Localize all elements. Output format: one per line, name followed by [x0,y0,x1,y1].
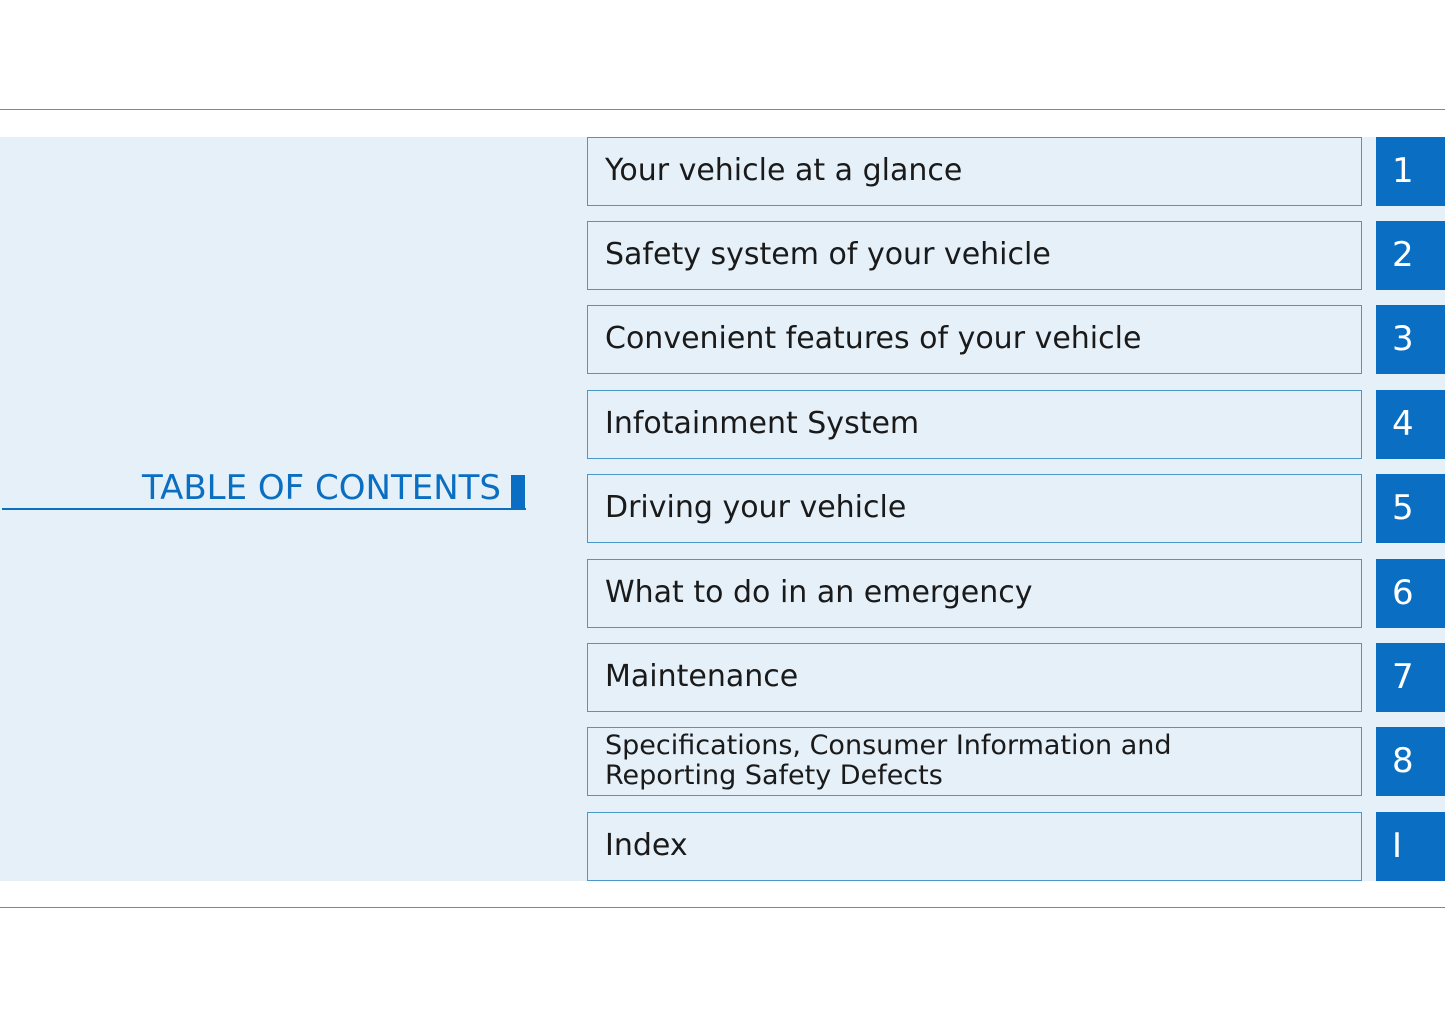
chapter-title: Specifications, Consumer Information and Reporting Safety Defects [605,729,1172,791]
toc-heading-marker [511,475,525,510]
chapter-entry-2[interactable] [587,221,1445,290]
chapter-entry-4[interactable] [587,390,1445,459]
chapter-entry-1[interactable] [587,137,1445,206]
chapter-entry-5[interactable] [587,474,1445,543]
chapter-number-tab[interactable]: 5 [1376,474,1445,543]
chapter-title: What to do in an emergency [605,574,1033,610]
chapter-title: Safety system of your vehicle [605,236,1051,272]
chapter-entry-3[interactable] [587,305,1445,374]
chapter-title: Maintenance [605,658,799,694]
chapter-number-tab[interactable]: 3 [1376,305,1445,374]
chapter-entry-6[interactable] [587,559,1445,628]
top-rule [0,109,1445,110]
chapter-number-tab[interactable]: 2 [1376,221,1445,290]
chapter-number-tab[interactable]: 7 [1376,643,1445,712]
chapter-number-tab[interactable]: I [1376,812,1445,881]
chapter-title: Infotainment System [605,405,920,441]
toc-heading [0,466,526,510]
chapter-entry-8[interactable] [587,727,1445,796]
toc-heading-underline [2,508,526,510]
chapter-number-tab[interactable]: 8 [1376,727,1445,796]
chapter-number-tab[interactable]: 1 [1376,137,1445,206]
chapter-number-tab[interactable]: 4 [1376,390,1445,459]
chapter-entry-index[interactable] [587,812,1445,881]
chapter-title: Convenient features of your vehicle [605,320,1142,356]
bottom-rule [0,907,1445,908]
chapter-title: Driving your vehicle [605,489,907,525]
chapter-title: Index [605,827,688,863]
toc-heading-label: TABLE OF CONTENTS [141,468,501,508]
chapter-number-tab[interactable]: 6 [1376,559,1445,628]
chapter-entry-7[interactable] [587,643,1445,712]
chapter-title: Your vehicle at a glance [605,152,963,188]
